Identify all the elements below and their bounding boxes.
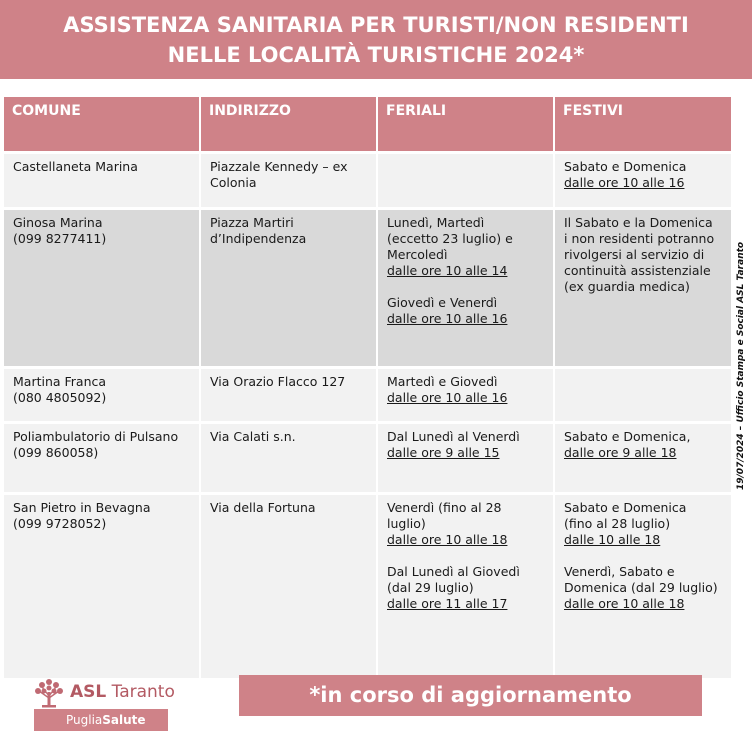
cell-text-line: Venerdì (fino al 28 — [387, 500, 502, 515]
cell-feriali — [378, 366, 555, 421]
logo-salute: Salute — [102, 713, 146, 727]
page-title — [0, 0, 752, 79]
cell-text-line: Sabato e Domenica — [564, 159, 687, 174]
cell-text-line: rivolgersi al servizio di — [564, 247, 705, 262]
column-header-comune: COMUNE — [4, 97, 201, 151]
cell-text-line: Via Calati s.n. — [210, 429, 296, 444]
cell-feriali — [378, 492, 555, 678]
cell-text-line: Martedì e Giovedì — [387, 374, 498, 389]
cell-indirizzo — [201, 366, 378, 421]
cell-comune — [4, 366, 201, 421]
cell-comune — [4, 207, 201, 366]
cell-text-line: Domenica (dal 29 luglio) — [564, 580, 718, 595]
cell-text-line: Mercoledì — [387, 247, 448, 262]
table-row — [4, 207, 731, 366]
logo-puglia: Puglia — [66, 713, 103, 727]
tree-logo-icon — [32, 676, 66, 710]
cell-text-line: Via della Fortuna — [210, 500, 316, 515]
cell-text-line: Poliambulatorio di Pulsano — [13, 429, 179, 444]
table-row — [4, 492, 731, 678]
column-header-festivi: FESTIVI — [555, 97, 731, 151]
cell-text-line: d’Indipendenza — [210, 231, 307, 246]
cell-text-line: (099 860058) — [13, 445, 99, 460]
cell-text-line: (fino al 28 luglio) — [564, 516, 671, 531]
cell-indirizzo — [201, 207, 378, 366]
cell-comune — [4, 151, 201, 207]
cell-text-line: Piazza Martiri — [210, 215, 294, 230]
cell-text-line: Lunedì, Martedì — [387, 215, 485, 230]
cell-text-line: continuità assistenziale — [564, 263, 711, 278]
opening-hours: dalle ore 10 alle 14 — [387, 263, 508, 278]
cell-text-line: Piazzale Kennedy – ex — [210, 159, 348, 174]
cell-festivi — [555, 151, 731, 207]
cell-text-line: Castellaneta Marina — [13, 159, 138, 174]
cell-festivi — [555, 492, 731, 678]
cell-text-line: Martina Franca — [13, 374, 107, 389]
schedule-table — [4, 97, 731, 678]
table-row — [4, 366, 731, 421]
page-title-line-1: ASSISTENZA SANITARIA PER TURISTI/NON RESIDENTI — [63, 13, 689, 37]
cell-comune — [4, 492, 201, 678]
cell-text-line: Dal Lunedì al Venerdì — [387, 429, 520, 444]
opening-hours: dalle ore 10 alle 18 — [564, 596, 685, 611]
table-row — [4, 421, 731, 492]
update-note: *in corso di aggiornamento — [239, 675, 702, 716]
cell-text-line: Sabato e Domenica, — [564, 429, 691, 444]
cell-text-line: (099 9728052) — [13, 516, 107, 531]
cell-comune — [4, 421, 201, 492]
logo-asl: ASL — [70, 682, 107, 702]
cell-text-line: Dal Lunedì al Giovedì — [387, 564, 520, 579]
opening-hours: dalle ore 10 alle 18 — [387, 532, 508, 547]
cell-text-line: Sabato e Domenica — [564, 500, 687, 515]
cell-text-line: (080 4805092) — [13, 390, 107, 405]
cell-text-line: Giovedì e Venerdì — [387, 295, 498, 310]
cell-feriali — [378, 421, 555, 492]
publication-note: 19/07/2024 – Ufficio Stampa e Social ASL Taranto — [736, 241, 746, 490]
opening-hours: dalle ore 10 alle 16 — [564, 175, 685, 190]
cell-feriali — [378, 151, 555, 207]
page-title-line-2: NELLE LOCALITÀ TURISTICHE 2024* — [167, 43, 585, 67]
cell-text-line: Via Orazio Flacco 127 — [210, 374, 346, 389]
opening-hours: dalle ore 10 alle 16 — [387, 390, 508, 405]
cell-text-line: Colonia — [210, 175, 257, 190]
logo-wordmark — [70, 682, 175, 702]
cell-text-line: (ex guardia medica) — [564, 279, 690, 294]
cell-text-line: Ginosa Marina — [13, 215, 103, 230]
cell-text-line: San Pietro in Bevagna — [13, 500, 151, 515]
opening-hours: dalle ore 9 alle 15 — [387, 445, 500, 460]
opening-hours: dalle ore 9 alle 18 — [564, 445, 677, 460]
cell-text-line: (eccetto 23 luglio) e — [387, 231, 513, 246]
logo-city: Taranto — [111, 682, 175, 702]
cell-text-line: (dal 29 luglio) — [387, 580, 474, 595]
cell-feriali — [378, 207, 555, 366]
logo-puglia-salute — [34, 709, 168, 731]
cell-text-line: (099 8277411) — [13, 231, 107, 246]
cell-text-line: i non residenti potranno — [564, 231, 715, 246]
column-header-feriali: FERIALI — [378, 97, 555, 151]
cell-indirizzo — [201, 492, 378, 678]
opening-hours: dalle ore 10 alle 16 — [387, 311, 508, 326]
asl-taranto-logo — [32, 676, 175, 732]
table-row — [4, 151, 731, 207]
cell-festivi — [555, 366, 731, 421]
cell-text-line: Venerdì, Sabato e — [564, 564, 675, 579]
opening-hours: dalle 10 alle 18 — [564, 532, 661, 547]
cell-indirizzo — [201, 151, 378, 207]
opening-hours: dalle ore 11 alle 17 — [387, 596, 508, 611]
column-header-indirizzo: INDIRIZZO — [201, 97, 378, 151]
cell-indirizzo — [201, 421, 378, 492]
cell-text-line: luglio) — [387, 516, 426, 531]
table-header-row — [4, 97, 731, 151]
cell-festivi — [555, 421, 731, 492]
cell-festivi — [555, 207, 731, 366]
cell-text-line: Il Sabato e la Domenica — [564, 215, 713, 230]
